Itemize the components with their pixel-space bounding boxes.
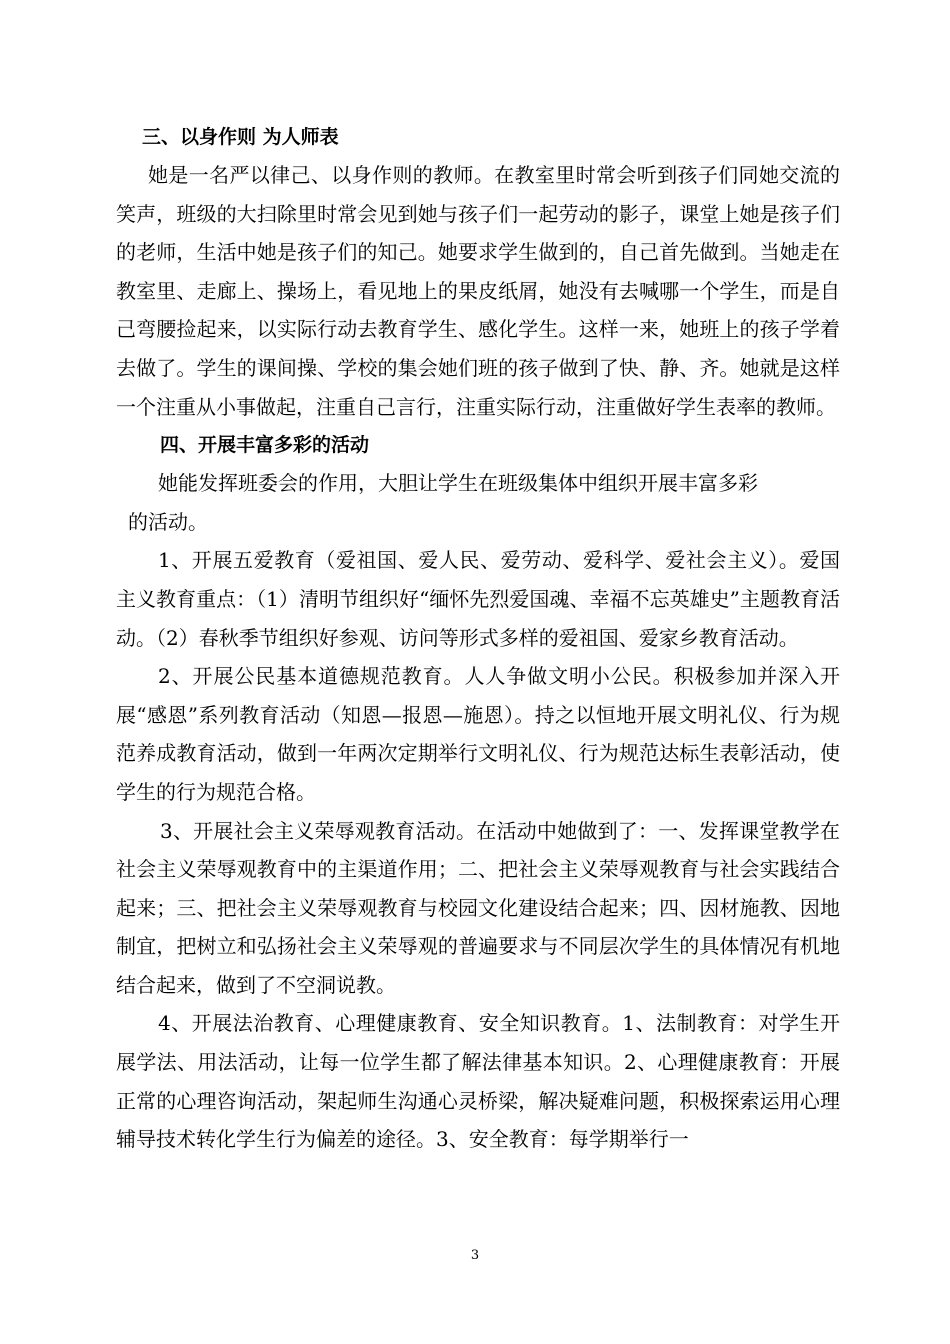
section-heading-4: 四、开展丰富多彩的活动 [160, 434, 370, 457]
section-4-intro-line-1: 她能发挥班委会的作用，大胆让学生在班级集体中组织开展丰富多彩 [158, 471, 758, 496]
section-4-intro [116, 464, 840, 541]
document-body [116, 118, 840, 1159]
section-4-intro-line-2: 的活动。 [128, 509, 208, 534]
section-3-paragraph: 她是一名严以律己、以身作则的教师。在教室里时常会听到孩子们同她交流的笑声，班级的大扫除里时常会见到她与孩子们一起劳动的影子，课堂上她是孩子们的老师，生活中她是孩子们的知己。她要求学生做到的，自己首先做到。当她走在教室里、走廊上、操场上，看见地上的果皮纸屑，她没有去喊哪一个学生，而是自己弯腰捡起来，以实际行动去教育学生、感化学生。这样一来，她班上的孩子学着去做了。学生的课间操、学校的集会她们班的孩子做到了快、静、齐。她就是这样一个注重从小事做起，注重自己言行，注重实际行动，注重做好学生表率的教师。 [116, 163, 840, 419]
activity-item-4: 4、开展法治教育、心理健康教育、安全知识教育。1、法制教育：对学生开展学法、用法活动，让每一位学生都了解法律基本知识。2、心理健康教育：开展正常的心理咨询活动，架起师生沟通心灵桥梁，解决疑难问题，积极探索运用心理辅导技术转化学生行为偏差的途径。3、安全教育：每学期举行一 [116, 1011, 840, 1152]
activity-item-2: 2、开展公民基本道德规范教育。人人争做文明小公民。积极参加并深入开展“感恩”系列教育活动（知恩—报恩—施恩）。持之以恒地开展文明礼仪、行为规范养成教育活动，做到一年两次定期举行文明礼仪、行为规范达标生表彰活动，使学生的行为规范合格。 [116, 664, 840, 804]
activity-item-3: 3、开展社会主义荣辱观教育活动。在活动中她做到了：一、发挥课堂教学在社会主义荣辱观教育中的主渠道作用；二、把社会主义荣辱观教育与社会实践结合起来；三、把社会主义荣辱观教育与校园文化建设结合起来；四、因材施教、因地制宜，把树立和弘扬社会主义荣辱观的普遍要求与不同层次学生的具体情况有机地结合起来，做到了不空洞说教。 [116, 818, 840, 997]
section-heading-3: 三、以身作则 为人师表 [142, 126, 339, 148]
activity-item-1: 1、开展五爱教育（爱祖国、爱人民、爱劳动、爱科学、爱社会主义）。爱国主义教育重点：（1）清明节组织好“缅怀先烈爱国魂、幸福不忘英雄史”主题教育活动。（2）春秋季节组织好参观、访问等形式多样的爱祖国、爱家乡教育活动。 [116, 548, 840, 650]
page-number: 3 [470, 1248, 480, 1263]
